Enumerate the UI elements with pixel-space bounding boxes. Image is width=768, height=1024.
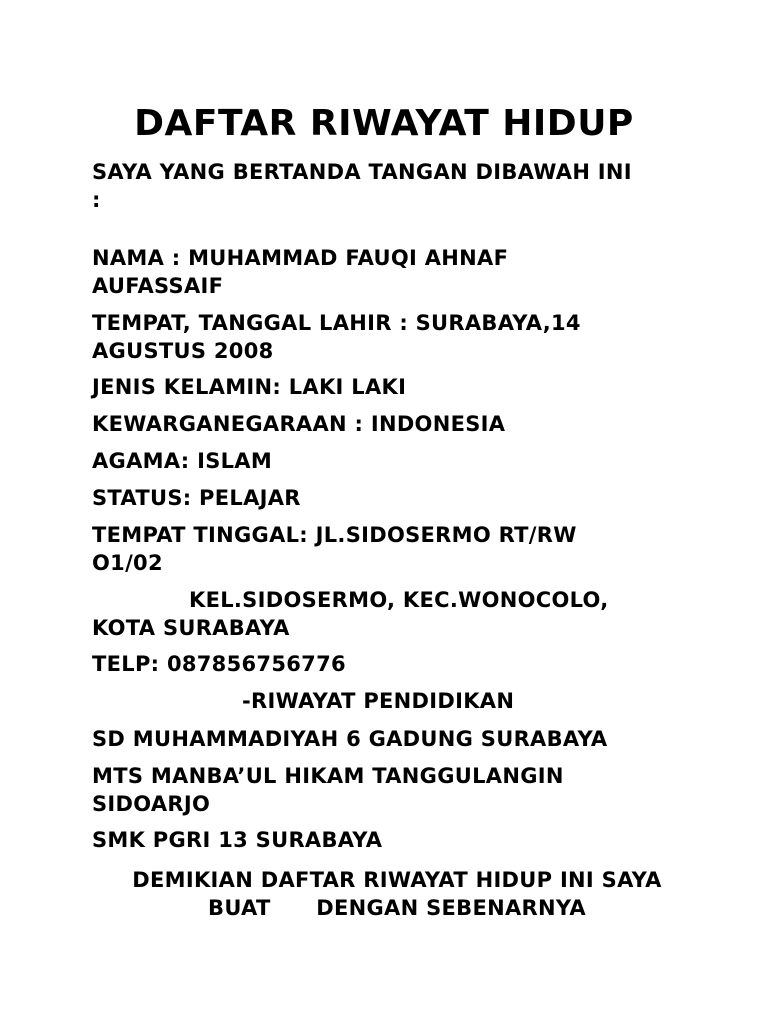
mts-line-2: SIDOARJO: [92, 792, 211, 816]
ttl-line-2: AGUSTUS 2008: [92, 339, 274, 363]
tempat-tinggal-line-1: TEMPAT TINGGAL: JL.SIDOSERMO RT/RW: [92, 523, 577, 547]
nama-field: [92, 244, 698, 300]
kewarganegaraan-field: KEWARGANEGARAAN : INDONESIA: [92, 412, 506, 436]
mts-line-1: MTS MANBA’UL HIKAM TANGGULANGIN: [92, 764, 564, 788]
pendidikan-mts: [92, 762, 698, 818]
nama-line-1: NAMA : MUHAMMAD FAUQI AHNAF: [92, 246, 509, 270]
intro-paragraph: [92, 158, 698, 214]
ttl-field: [92, 309, 698, 365]
status-field: STATUS: PELAJAR: [92, 486, 301, 510]
jenis-kelamin-field: JENIS KELAMIN: LAKI LAKI: [92, 375, 407, 399]
riwayat-pendidikan-heading: -RIWAYAT PENDIDIKAN: [242, 689, 515, 713]
tempat-tinggal-line-2: O1/02: [92, 551, 163, 575]
alamat-line-1: KEL.SIDOSERMO, KEC.WONOCOLO,: [189, 588, 609, 612]
closing-line-2: BUAT DENGAN SEBENARNYA: [208, 896, 586, 920]
intro-line-2: :: [92, 188, 101, 212]
intro-line-1: SAYA YANG BERTANDA TANGAN DIBAWAH INI: [92, 160, 632, 184]
closing-statement: [92, 866, 702, 922]
tempat-tinggal-field: [92, 521, 698, 577]
alamat-field: [92, 586, 698, 642]
ttl-line-1: TEMPAT, TANGGAL LAHIR : SURABAYA,14: [92, 311, 581, 335]
nama-line-2: AUFASSAIF: [92, 274, 224, 298]
agama-field: AGAMA: ISLAM: [92, 449, 273, 473]
closing-line-1: DEMIKIAN DAFTAR RIWAYAT HIDUP INI SAYA: [132, 868, 662, 892]
document-title: DAFTAR RIWAYAT HIDUP: [134, 103, 634, 144]
telp-field: TELP: 087856756776: [92, 652, 346, 676]
pendidikan-sd: SD MUHAMMADIYAH 6 GADUNG SURABAYA: [92, 727, 608, 751]
alamat-line-2: KOTA SURABAYA: [92, 616, 290, 640]
pendidikan-smk: SMK PGRI 13 SURABAYA: [92, 828, 383, 852]
